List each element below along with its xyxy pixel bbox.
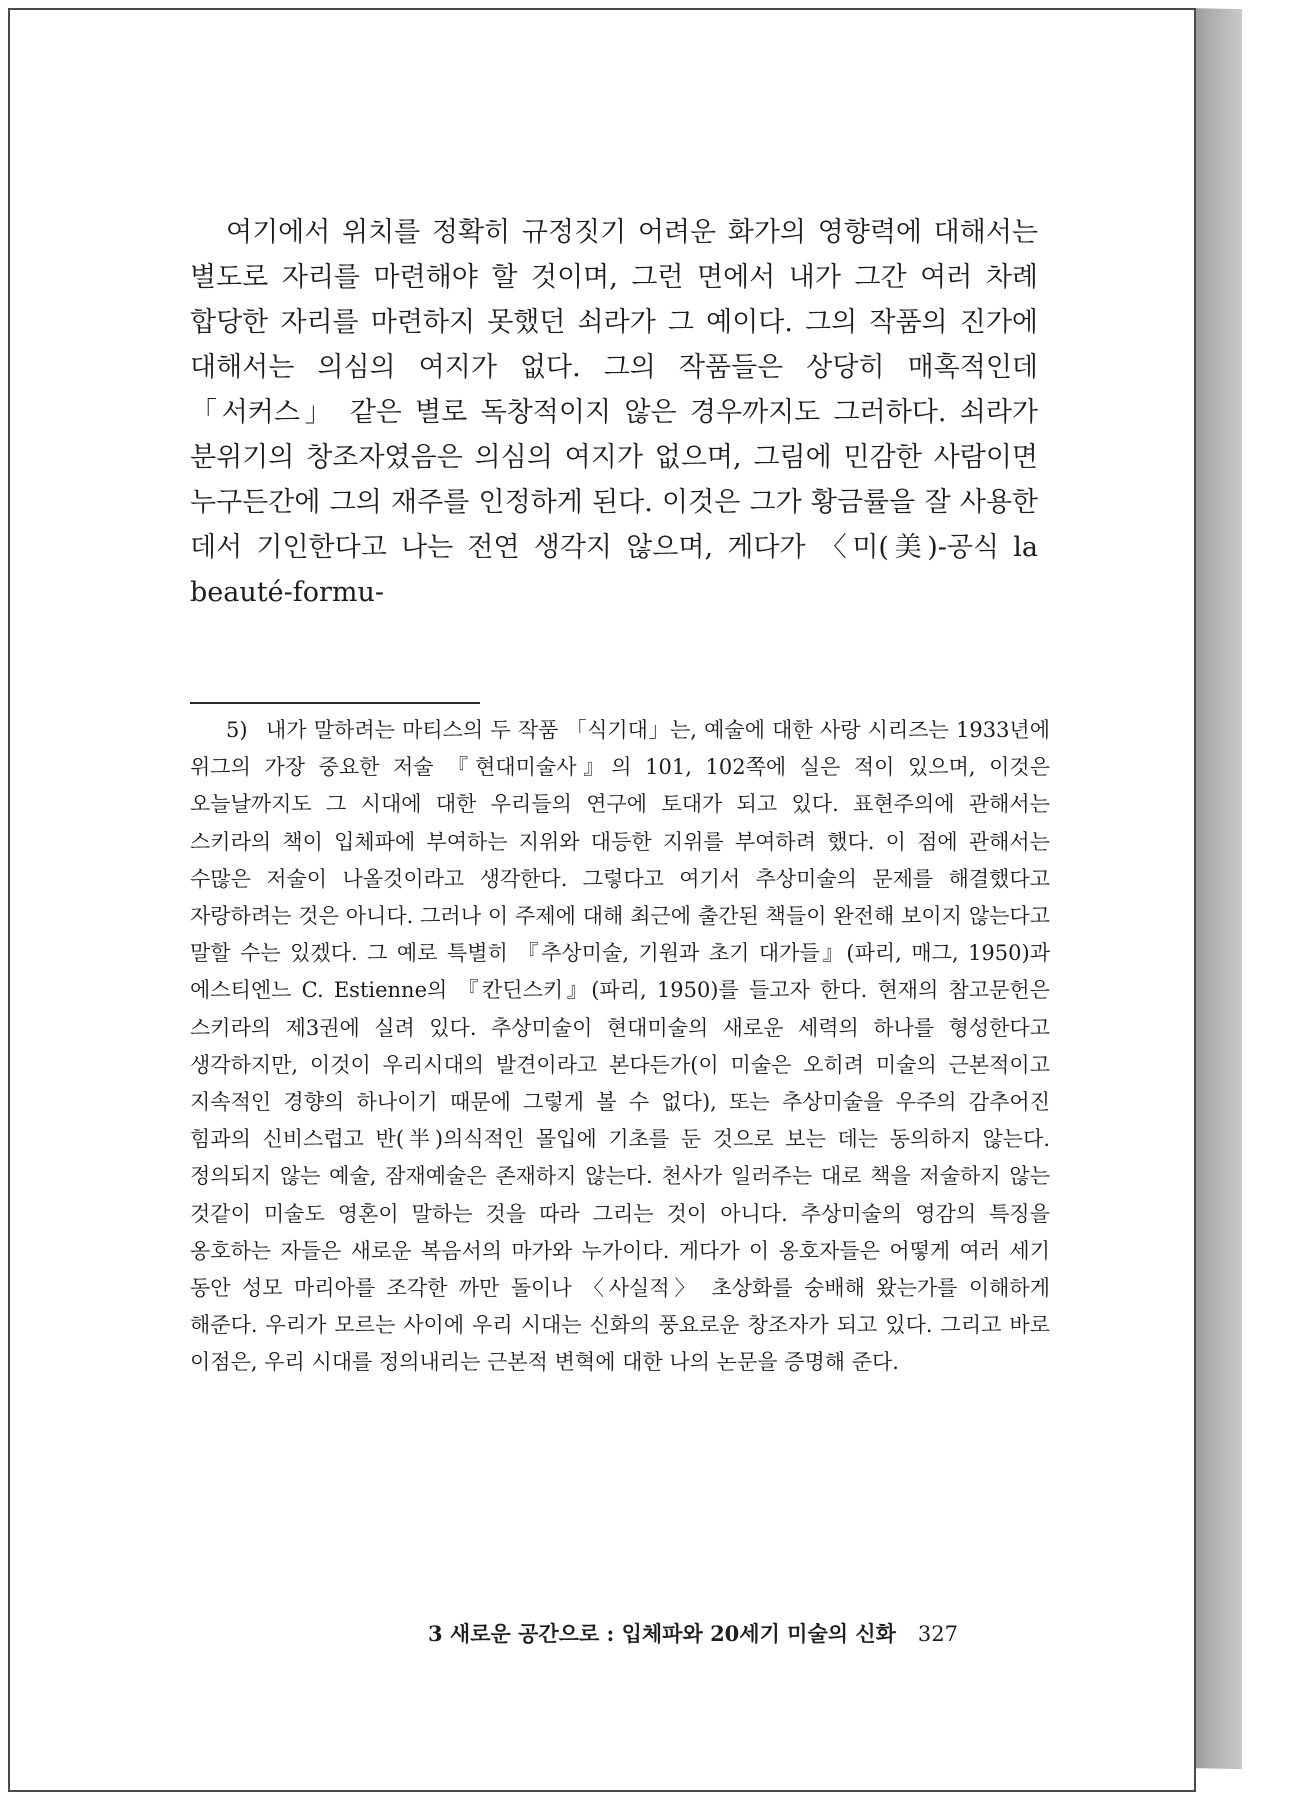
chapter-title: 3 새로운 공간으로 : 입체파와 20세기 미술의 신화 — [428, 1621, 896, 1646]
book-page — [8, 8, 1196, 1792]
footnote-text: 내가 말하려는 마티스의 두 작품 「식기대」는, 예술에 대한 사랑 시리즈는 1933년에 위그의 가장 중요한 저술 『현대미술사』의 101, 102쪽에 실은 적이 있으며, 이것은 오늘날까지도 그 시대에 대한 우리들의 연구에 토대가 되고 있다. 표현주의에 관해서는 스키라의 책이 입체파에 부여하는 지위와 대등한 지위를 부여하려 했다. 이 점에 관해서는 수많은 저술이 나올것이라고 생각한다. 그렇다고 여기서 추상미술의 문제를 해결했다고 자랑하려는 것은 아니다. 그러나 이 주제에 대해 최근에 출간된 책들이 완전해 보이지 않는다고 말할 수는 있겠다. 그 예로 특별히 『추상미술, 기원과 초기 대가들』(파리, 매그, 1950)과 에스티엔느 C. Estienne의 『칸딘스키』(파리, 1950)를 들고자 한다. 현재의 참고문헌은 스키라의 제3권에 실려 있다. 추상미술이 현대미술의 새로운 세력의 하나를 형성한다고 생각하지만, 이것이 우리시대의 발견이라고 본다든가(이 미술은 오히려 미술의 근본적이고 지속적인 경향의 하나이기 때문에 그렇게 볼 수 없다), 또는 추상미술을 우주의 감추어진 힘과의 신비스럽고 반(半)의식적인 몰입에 기초를 둔 것으로 보는 데는 동의하지 않는다. 정의되지 않는 예술, 잠재예술은 존재하지 않는다. 천사가 일러주는 대로 책을 저술하지 않는 것같이 미술도 영혼이 말하는 것을 따라 그리는 것이 아니다. 추상미술의 영감의 특징을 옹호하는 자들은 새로운 복음서의 마가와 누가이다. 게다가 이 옹호자들은 어떻게 여러 세기 동안 성모 마리아를 조각한 까만 돌이나 〈사실적〉 초상화를 숭배해 왔는가를 이해하게 해준다. 우리가 모르는 사이에 우리 시대는 신화의 풍요로운 창조자가 되고 있다. 그리고 바로 이점은, 우리 시대를 정의내리는 근본적 변혁에 대한 나의 논문을 증명해 준다. — [190, 718, 1050, 1375]
page-number: 327 — [917, 1622, 959, 1646]
footnote-marker: 5) — [226, 718, 248, 742]
footnote-separator — [190, 702, 480, 704]
body-paragraph: 여기에서 위치를 정확히 규정짓기 어려운 화가의 영향력에 대해서는 별도로 자리를 마련해야 할 것이며, 그런 면에서 내가 그간 여러 차례 합당한 자리를 마련하지 못했던 쇠라가 그 예이다. 그의 작품의 진가에 대해서는 의심의 여지가 없다. 그의 작품들은 상당히 매혹적인데 「서커스」 같은 별로 독창적이지 않은 경우까지도 그러하다. 쇠라가 분위기의 창조자였음은 의심의 여지가 없으며, 그림에 민감한 사람이면 누구든간에 그의 재주를 인정하게 된다. 이것은 그가 황금률을 잘 사용한 데서 기인한다고 나는 전연 생각지 않으며, 게다가 〈미(美)-공식 la beauté-formu- — [190, 217, 1038, 608]
footnote — [190, 712, 1050, 1382]
running-footer — [428, 1618, 1038, 1648]
